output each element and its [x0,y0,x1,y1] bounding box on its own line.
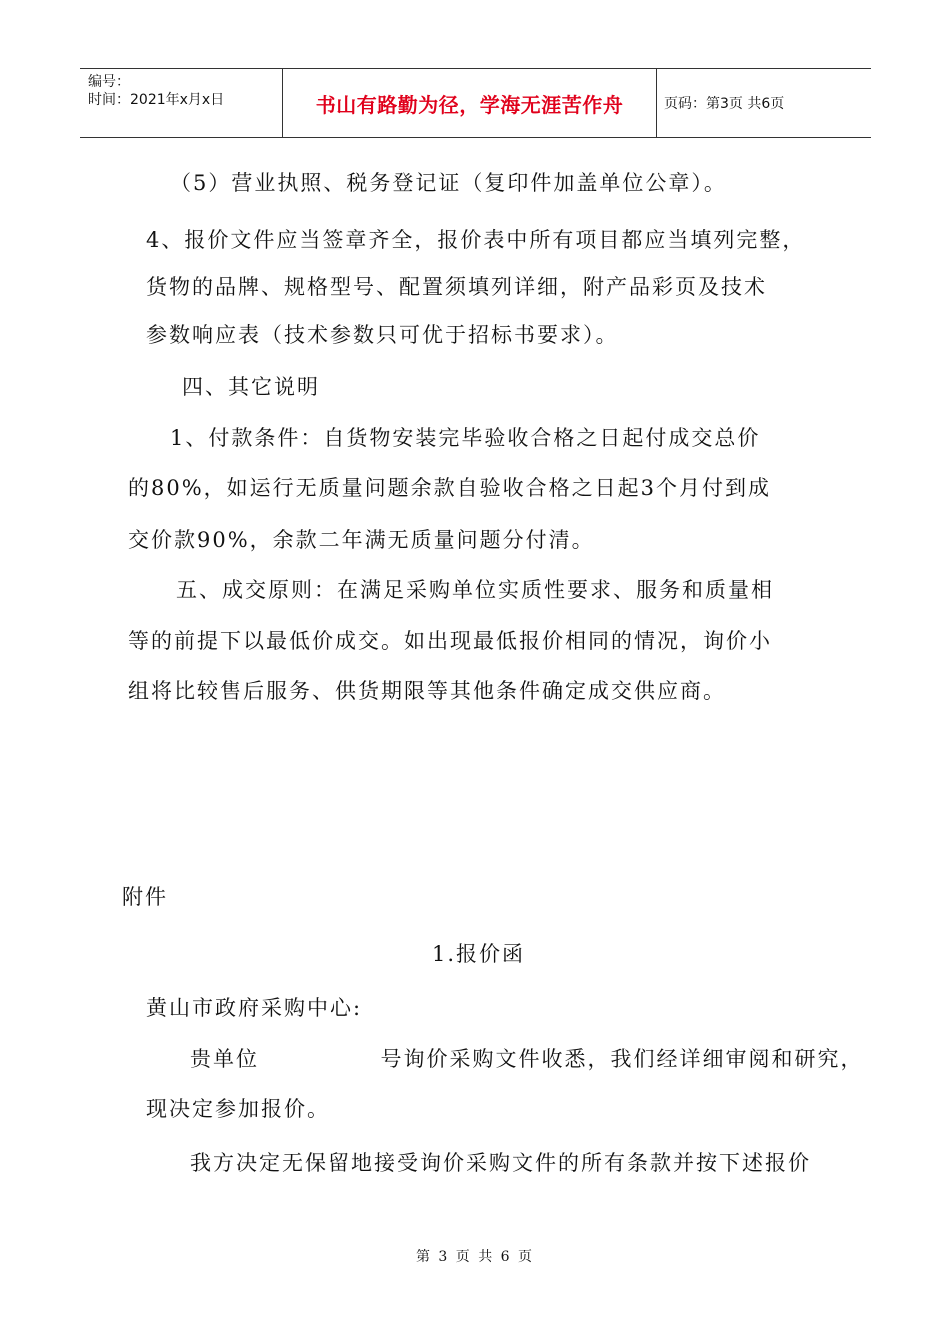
header-meta [88,73,288,109]
attachment-title: 1.报价函 [432,942,526,966]
body-line: 参数响应表（技术参数只可优于招标书要求）。 [146,323,619,347]
section-heading: 四、其它说明 [182,375,320,399]
body-line: 货物的品牌、规格型号、配置须填列详细，附产品彩页及技术 [146,275,767,299]
body-line: 4、报价文件应当签章齐全，报价表中所有项目都应当填列完整， [146,228,806,252]
letter-line: 现决定参加报价。 [146,1097,330,1121]
document-header [80,68,871,138]
header-motto: 书山有路勤为径，学海无涯苦作舟 [282,69,657,137]
letter-line: 贵单位 号询价采购文件收悉，我们经详细审阅和研究， [190,1047,864,1071]
letter-line: 我方决定无保留地接受询价采购文件的所有条款并按下述报价 [190,1151,811,1175]
body-line: 的80%，如运行无质量问题余款自验收合格之日起3个月付到成 [128,476,772,500]
body-line: 组将比较售后服务、供货期限等其他条件确定成交供应商。 [128,679,726,703]
body-line: 1、付款条件：自货物安装完毕验收合格之日起付成交总价 [170,426,761,450]
body-line: 交价款90%，余款二年满无质量问题分付清。 [128,528,595,552]
header-number-label: 编号： [88,74,130,90]
body-line: 等的前提下以最低价成交。如出现最低报价相同的情况，询价小 [128,629,772,653]
header-page-info: 页码：第3页 共6页 [664,96,785,112]
body-line: （5）营业执照、税务登记证（复印件加盖单位公章）。 [170,171,727,195]
attachment-label: 附件 [122,885,168,909]
page-footer: 第 3 页 共 6 页 [415,1249,535,1265]
body-line: 五、成交原则：在满足采购单位实质性要求、服务和质量相 [176,578,774,602]
header-time-label: 时间：2021年x月x日 [88,92,225,108]
letter-recipient: 黄山市政府采购中心: [146,996,363,1020]
